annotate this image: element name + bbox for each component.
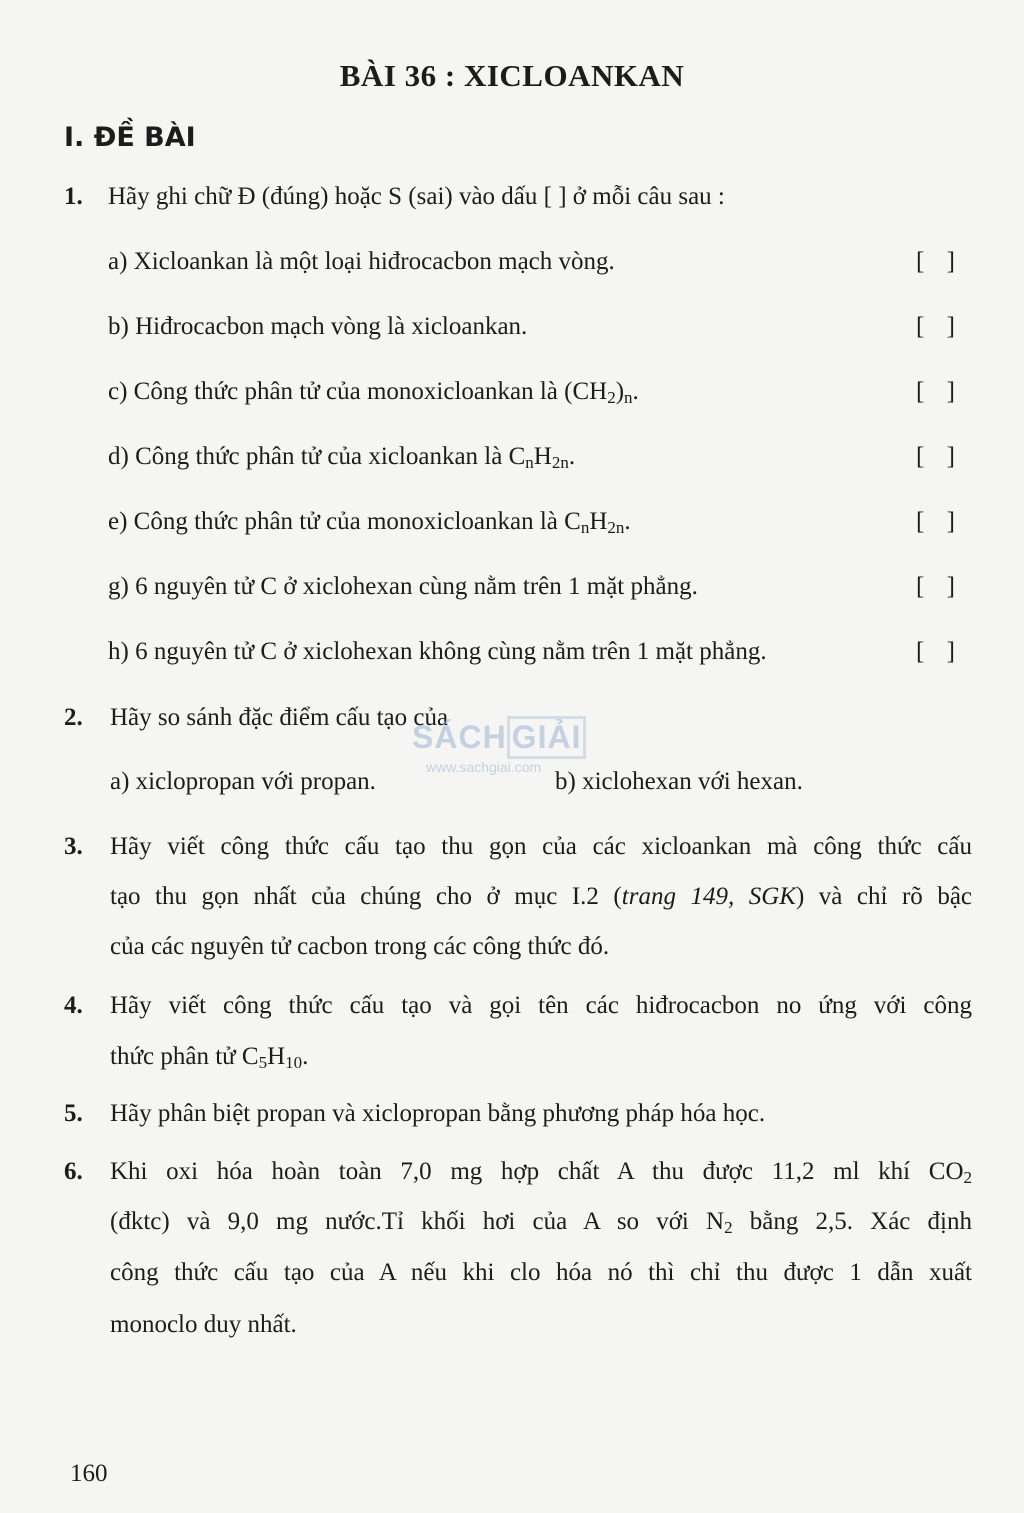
question-6-number: 6. (64, 1158, 83, 1185)
q1-item-e-answer-box[interactable]: [ ] (916, 508, 963, 535)
watermark-url: www.sachgiai.com (426, 759, 542, 775)
lesson-title: BÀI 36 : XICLOANKAN (339, 58, 685, 93)
q1-item-c: c) Công thức phân tử của monoxicloankan là $(CH_2)_n$. (108, 378, 639, 407)
watermark (412, 716, 612, 806)
q3-line-3: của các nguyên tử cacbon trong các công thức đó. (110, 933, 610, 960)
q2-item-b: b) xiclohexan với hexan. (555, 768, 803, 795)
q4-line-2: thức phân tử $C_5H_{10}$. (110, 1043, 309, 1072)
q6-line-1: Khi oxi hóa hoàn toàn 7,0 mg hợp chất A thu được 11,2 ml khí $CO_2$ (110, 1158, 972, 1187)
q1-item-b: b) Hiđrocacbon mạch vòng là xicloankan. (108, 313, 528, 340)
question-2-prompt: Hãy so sánh đặc điểm cấu tạo của (110, 704, 449, 731)
question-4-number: 4. (64, 992, 83, 1019)
q1-item-h-answer-box[interactable]: [ ] (916, 638, 963, 665)
q1-item-h: h) 6 nguyên tử C ở xiclohexan không cùng nằm trên 1 mặt phẳng. (108, 638, 767, 665)
q1-item-e: e) Công thức phân tử của monoxicloankan là $C_nH_{2n}$. (108, 508, 631, 537)
q1-item-a: a) Xicloankan là một loại hiđrocacbon mạch vòng. (108, 248, 615, 275)
q1-item-g-answer-box[interactable]: [ ] (916, 573, 963, 600)
question-3-number: 3. (64, 833, 83, 860)
q3-line-1: Hãy viết công thức cấu tạo thu gọn của các xicloankan mà công thức cấu (110, 833, 972, 860)
section-heading: I. ĐỀ BÀI (64, 122, 196, 153)
q1-item-a-answer-box[interactable]: [ ] (916, 248, 963, 275)
q1-item-c-answer-box[interactable]: [ ] (916, 378, 963, 405)
q1-item-g: g) 6 nguyên tử C ở xiclohexan cùng nằm trên 1 mặt phẳng. (108, 573, 698, 600)
q5-line-1: Hãy phân biệt propan và xiclopropan bằng phương pháp hóa học. (110, 1100, 766, 1127)
q4-line-1: Hãy viết công thức cấu tạo và gọi tên các hiđrocacbon no ứng với công (110, 992, 972, 1019)
q1-item-d: d) Công thức phân tử của xicloankan là $C_nH_{2n}$. (108, 443, 576, 472)
q6-line-4: monoclo duy nhất. (110, 1311, 297, 1338)
watermark-right: GIẢI (507, 716, 587, 759)
q6-line-2: (đktc) và 9,0 mg nước.Tỉ khối hơi của A so với $N_2$ bằng 2,5. Xác định (110, 1208, 972, 1237)
question-2-number: 2. (64, 704, 83, 731)
question-1-number: 1. (64, 183, 83, 210)
watermark-left: SÁCH (412, 719, 507, 755)
q2-item-a: a) xiclopropan với propan. (110, 768, 376, 795)
q1-item-d-answer-box[interactable]: [ ] (916, 443, 963, 470)
question-5-number: 5. (64, 1100, 83, 1127)
question-1-prompt: Hãy ghi chữ Đ (đúng) hoặc S (sai) vào dấu [ ] ở mỗi câu sau : (108, 183, 725, 210)
q1-item-b-answer-box[interactable]: [ ] (916, 313, 963, 340)
q3-line-2: tạo thu gọn nhất của chúng cho ở mục I.2 (trang 149, SGK) và chỉ rõ bậc (110, 883, 973, 910)
q6-line-3: công thức cấu tạo của A nếu khi clo hóa nó thì chỉ thu được 1 dẫn xuất (110, 1259, 972, 1286)
page-number: 160 (70, 1460, 108, 1487)
